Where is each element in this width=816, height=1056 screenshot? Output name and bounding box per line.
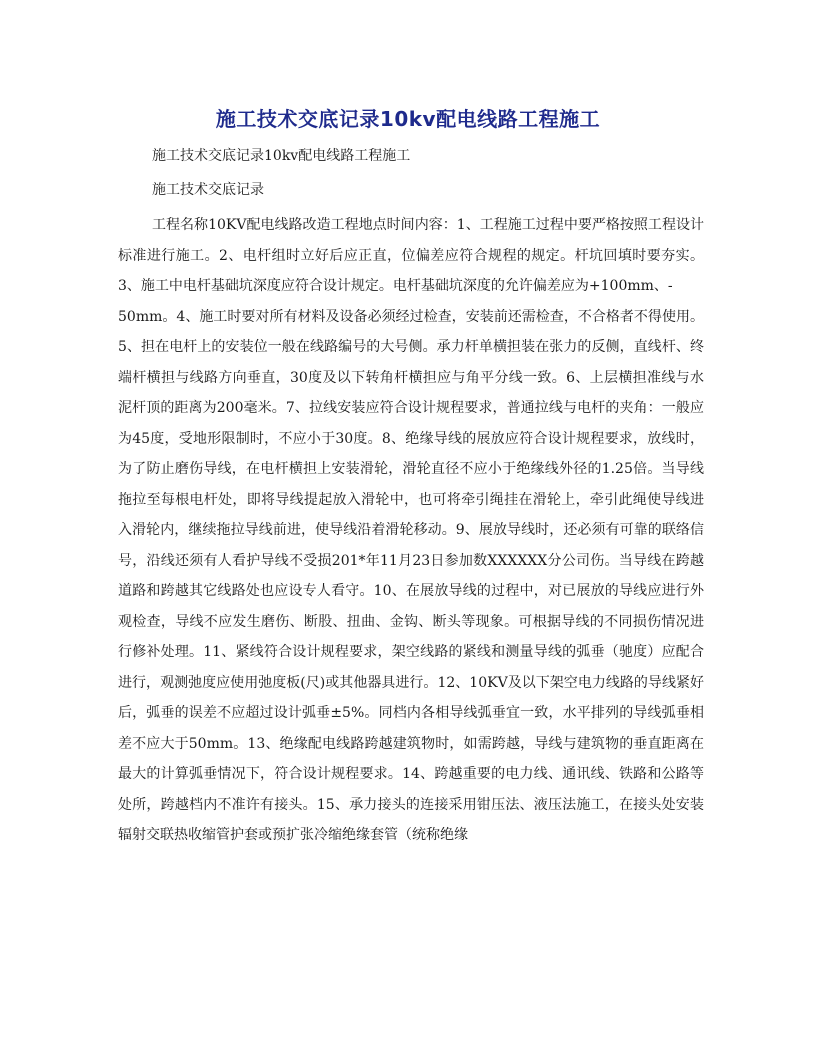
paragraph-1: 工程名称10KV配电线路改造工程地点时间内容：1、工程施工过程中要严格按照工程设计标准进行施工。2、电杆组时立好后应正直，位偏差应符合规程的规定。杆坑回填时要夯实。3、施工中电杆基础坑深度应符合设计规定。电杆基础坑深度的允许偏差应为+100mm、- [118, 217, 704, 294]
body-text [118, 210, 704, 851]
paragraph-2: 50mm。4、施工时要对所有材料及设备必须经过检查，安装前还需检查，不合格者不得使用。5、担在电杆上的安装位一般在线路编号的大号侧。承力杆单横担装在张力的反侧，直线杆、终端杆横担与线路方向垂直，30度及以下转角杆横担应与角平分线一致。6、上层横担准线与水泥杆顶的距离为200毫米。7、拉线安装应符合设计规程要求，普通拉线与电杆的夹角：一般应为45度，受地形限制时，不应小于30度。8、绝缘导线的展放应符合设计规程要求，放线时，为了防止磨伤导线，在电杆横担上安装滑轮，滑轮直径不应小于绝缘线外径的1.25倍。当导线拖拉至每根电杆处，即将导线提起放入滑轮中，也可将牵引绳挂在滑轮上，牵引此绳使导线进入滑轮内，继续拖拉导线前进，使导线沿着滑轮移动。9、展放导线时，还必须有可靠的联络信号，沿线还须有人看护导线不受损201*年11月23日参加数XXXXXX分公司伤。当导线在跨越道路和跨越其它线路处也应设专人看守。10、在展放导线的过程中，对已展放的导线应进行外观检查，导线不应发生磨伤、断股、扭曲、金钩、断头等现象。可根据导线的不同损伤情况进行修补处理。11、紧线符合设计规程要求，架空线路的紧线和测量导线的弧垂（驰度）应配合进行，观测弛度应使用弛度板(尺)或其他器具进行。12、10KV及以下架空电力线路的导线紧好后，弧垂的误差不应超过设计弧垂±5%。同档内各相导线弧垂宜一致，水平排列的导线弧垂相差不应大于50mm。13、绝缘配电线路跨越建筑物时，如需跨越，导线与建筑物的垂直距离在最大的计算弧垂情况下，符合设计规程要求。14、跨越重要的电力线、通讯线、铁路和公路等处所，跨越档内不准许有接头。15、承力接头的连接采用钳压法、液压法施工，在接头处安装辐射交联热收缩管护套或预扩张冷缩绝缘套管（统称绝缘 [118, 308, 704, 843]
document-subtitle: 施工技术交底记录10kv配电线路工程施工 [152, 148, 411, 164]
section-heading: 施工技术交底记录 [152, 182, 264, 198]
document-title: 施工技术交底记录10kv配电线路工程施工 [215, 107, 601, 131]
